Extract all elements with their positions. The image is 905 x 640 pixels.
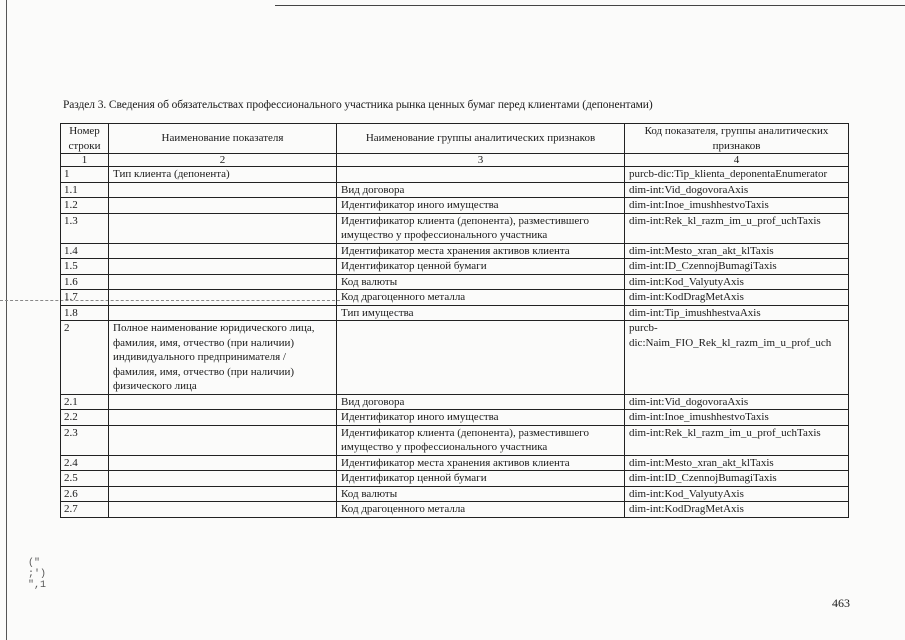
row-number-cell: 1: [61, 167, 109, 183]
table-row: [61, 259, 849, 275]
indicator-name-cell: Полное наименование юридического лица, фамилия, имя, отчество (при наличии) индивидуального предпринимателя / фамилия, имя, отчество (при наличии) физического лица: [109, 321, 337, 395]
indicator-name-cell: [109, 455, 337, 471]
row-number-cell: 2.1: [61, 394, 109, 410]
group-name-cell: Идентификатор места хранения активов клиента: [337, 243, 625, 259]
header-row-number: Номер строки: [61, 124, 109, 154]
group-name-cell: Код драгоценного металла: [337, 290, 625, 306]
indicator-name-cell: [109, 305, 337, 321]
indicator-name-cell: [109, 274, 337, 290]
code-cell: dim-int:Mesto_xran_akt_klTaxis: [625, 455, 849, 471]
group-name-cell: Вид договора: [337, 182, 625, 198]
code-cell: dim-int:Tip_imushhestvaAxis: [625, 305, 849, 321]
group-name-cell: Идентификатор клиента (депонента), разместившего имущество у профессионального участника: [337, 213, 625, 243]
row-number-cell: 2.4: [61, 455, 109, 471]
code-cell: purcb-dic:Naim_FIO_Rek_kl_razm_im_u_prof_uch: [625, 321, 849, 395]
row-number-cell: 1.2: [61, 198, 109, 214]
code-cell: dim-int:KodDragMetAxis: [625, 290, 849, 306]
column-number: 3: [337, 154, 625, 167]
table-row: [61, 290, 849, 306]
table-row: [61, 321, 849, 395]
group-name-cell: [337, 321, 625, 395]
table-row: [61, 455, 849, 471]
group-name-cell: Идентификатор места хранения активов клиента: [337, 455, 625, 471]
group-name-cell: Код драгоценного металла: [337, 502, 625, 518]
indicator-name-cell: [109, 425, 337, 455]
row-number-cell: 2.7: [61, 502, 109, 518]
indicator-name-cell: [109, 502, 337, 518]
page-number: 463: [832, 596, 850, 610]
table-row: [61, 425, 849, 455]
table-row: [61, 486, 849, 502]
header-rule: [275, 5, 905, 6]
row-number-cell: 2.2: [61, 410, 109, 426]
group-name-cell: Тип имущества: [337, 305, 625, 321]
table-row: [61, 394, 849, 410]
indicator-name-cell: [109, 213, 337, 243]
table-row: [61, 471, 849, 487]
group-name-cell: Идентификатор ценной бумаги: [337, 471, 625, 487]
group-name-cell: Идентификатор иного имущества: [337, 198, 625, 214]
column-number-row: [61, 154, 849, 167]
row-number-cell: 1.8: [61, 305, 109, 321]
header-code: Код показателя, группы аналитических признаков: [625, 124, 849, 154]
row-number-cell: 2.6: [61, 486, 109, 502]
table-header-row: [61, 124, 849, 154]
group-name-cell: Идентификатор ценной бумаги: [337, 259, 625, 275]
code-cell: dim-int:KodDragMetAxis: [625, 502, 849, 518]
row-number-cell: 2.3: [61, 425, 109, 455]
column-number: 2: [109, 154, 337, 167]
row-number-cell: 1.7: [61, 290, 109, 306]
row-number-cell: 1.4: [61, 243, 109, 259]
table-row: [61, 274, 849, 290]
table-row: [61, 410, 849, 426]
table-row: [61, 213, 849, 243]
indicator-name-cell: [109, 486, 337, 502]
indicators-table: [60, 123, 849, 518]
indicator-name-cell: [109, 290, 337, 306]
code-cell: dim-int:Vid_dogovoraAxis: [625, 182, 849, 198]
code-cell: dim-int:Rek_kl_razm_im_u_prof_uchTaxis: [625, 425, 849, 455]
code-cell: dim-int:Inoe_imushhestvoTaxis: [625, 198, 849, 214]
indicator-name-cell: [109, 259, 337, 275]
table-row: [61, 305, 849, 321]
row-number-cell: 2.5: [61, 471, 109, 487]
row-number-cell: 1.5: [61, 259, 109, 275]
indicator-name-cell: [109, 198, 337, 214]
group-name-cell: Код валюты: [337, 274, 625, 290]
row-number-cell: 1.1: [61, 182, 109, 198]
code-cell: purcb-dic:Tip_klienta_deponentaEnumerator: [625, 167, 849, 183]
indicator-name-cell: [109, 394, 337, 410]
row-number-cell: 1.3: [61, 213, 109, 243]
indicator-name-cell: [109, 471, 337, 487]
table-row: [61, 167, 849, 183]
indicator-name-cell: [109, 410, 337, 426]
group-name-cell: Идентификатор иного имущества: [337, 410, 625, 426]
code-cell: dim-int:Inoe_imushhestvoTaxis: [625, 410, 849, 426]
section-title: Раздел 3. Сведения об обязательствах профессионального участника рынка ценных бумаг перед клиентами (депонентами): [63, 99, 653, 111]
code-cell: dim-int:Kod_ValyutyAxis: [625, 274, 849, 290]
header-group-name: Наименование группы аналитических признаков: [337, 124, 625, 154]
table-row: [61, 198, 849, 214]
code-cell: dim-int:ID_CzennojBumagiTaxis: [625, 471, 849, 487]
table-row: [61, 502, 849, 518]
indicator-name-cell: [109, 182, 337, 198]
column-number: 4: [625, 154, 849, 167]
group-name-cell: [337, 167, 625, 183]
indicator-name-cell: [109, 243, 337, 259]
row-number-cell: 1.6: [61, 274, 109, 290]
margin-scan-marks: (" ;') ",1: [28, 558, 47, 591]
scan-left-edge-line: [6, 0, 7, 640]
code-cell: dim-int:Kod_ValyutyAxis: [625, 486, 849, 502]
table-row: [61, 182, 849, 198]
code-cell: dim-int:Vid_dogovoraAxis: [625, 394, 849, 410]
group-name-cell: Идентификатор клиента (депонента), разместившего имущество у профессионального участника: [337, 425, 625, 455]
code-cell: dim-int:Mesto_xran_akt_klTaxis: [625, 243, 849, 259]
code-cell: dim-int:Rek_kl_razm_im_u_prof_uchTaxis: [625, 213, 849, 243]
column-number: 1: [61, 154, 109, 167]
group-name-cell: Вид договора: [337, 394, 625, 410]
table-row: [61, 243, 849, 259]
code-cell: dim-int:ID_CzennojBumagiTaxis: [625, 259, 849, 275]
indicator-name-cell: Тип клиента (депонента): [109, 167, 337, 183]
group-name-cell: Код валюты: [337, 486, 625, 502]
row-number-cell: 2: [61, 321, 109, 395]
header-indicator-name: Наименование показателя: [109, 124, 337, 154]
